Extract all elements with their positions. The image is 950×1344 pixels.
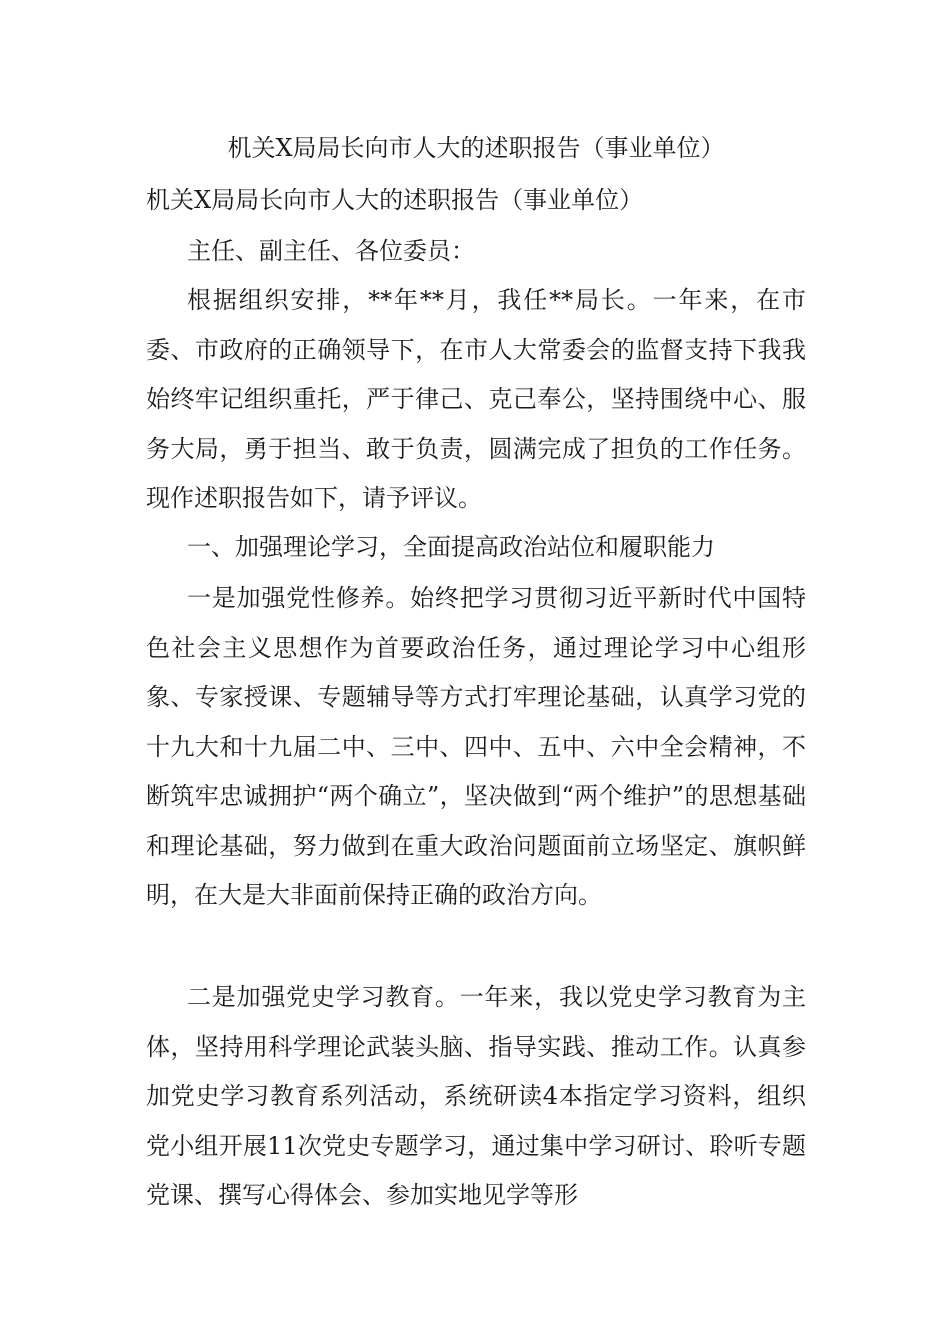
intro-paragraph: 根据组织安排，**年**月，我任**局长。一年来，在市委、市政府的正确领导下，在市人大常委会的监督支持下我我始终牢记组织重托，严于律己、克己奉公，坚持围绕中心、服务大局，勇于担当、敢于负责，圆满完成了担负的工作任务。现作述职报告如下，请予评议。 bbox=[146, 286, 806, 512]
section1-paragraph-1: 一是加强党性修养。始终把学习贯彻习近平新时代中国特色社会主义思想作为首要政治任务，通过理论学习中心组形象、专家授课、专题辅导等方式打牢理论基础，认真学习党的十九大和十九届二中、三中、四中、五中、六中全会精神，不断筑牢忠诚拥护“两个确立”，坚决做到“两个维护”的思想基础和理论基础，努力做到在重大政治问题面前立场坚定、旗帜鲜明，在大是大非面前保持正确的政治方向。 bbox=[146, 584, 806, 909]
salutation: 主任、副主任、各位委员： bbox=[187, 237, 475, 265]
intro-block bbox=[146, 276, 806, 524]
document-title: 机关X局局长向市人大的述职报告（事业单位） bbox=[227, 134, 725, 162]
section-heading-1: 一、加强理论学习，全面提高政治站位和履职能力 bbox=[187, 533, 715, 561]
section1-para2-block bbox=[146, 973, 806, 1221]
section1-para1-block bbox=[146, 574, 806, 921]
document-subtitle: 机关X局局长向市人大的述职报告（事业单位） bbox=[146, 186, 644, 214]
section1-paragraph-2: 二是加强党史学习教育。一年来，我以党史学习教育为主体，坚持用科学理论武装头脑、指导实践、推动工作。认真参加党史学习教育系列活动，系统研读4本指定学习资料，组织党小组开展11次党史专题学习，通过集中学习研讨、聆听专题党课、撰写心得体会、参加实地见学等形 bbox=[146, 983, 806, 1209]
